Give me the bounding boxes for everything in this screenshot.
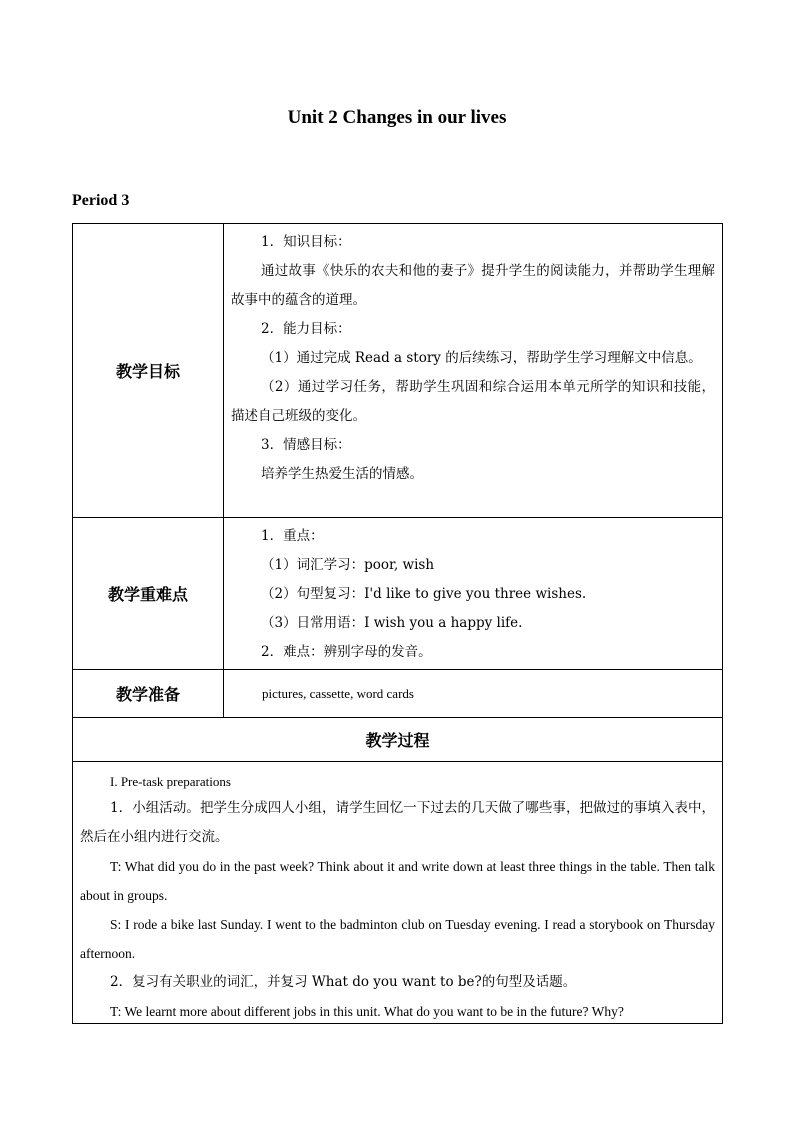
process-teacher-line-1: T: What did you do in the past week? Think about it and write down at least three things in the table. Then talk about in groups. <box>80 859 715 903</box>
preparation-materials: pictures, cassette, word cards <box>262 685 414 701</box>
process-activity-2: 2．复习有关职业的词汇，并复习 What do you want to be?的句型及话题。 <box>110 974 577 990</box>
ability-item-1: （1）通过完成 Read a story 的后续练习，帮助学生学习理解文中信息。 <box>261 350 702 366</box>
focus-item-1: （1）词汇学习：poor, wish <box>261 557 435 573</box>
key-points-row <box>73 518 723 670</box>
document-title: Unit 2 Changes in our lives <box>287 107 507 128</box>
focus-item-3: （3）日常用语：I wish you a happy life. <box>261 615 523 631</box>
process-row <box>73 762 723 1024</box>
emotion-heading: 3．情感目标： <box>261 437 351 453</box>
goals-label: 教学目标 <box>73 224 224 518</box>
lesson-plan-table <box>72 223 723 1024</box>
goals-row <box>73 224 723 518</box>
preparation-content <box>224 670 723 718</box>
preparation-row <box>73 670 723 718</box>
process-content <box>73 762 723 1024</box>
knowledge-text: 通过故事《快乐的农夫和他的妻子》提升学生的阅读能力，并帮助学生理解故事中的蕴含的道理。 <box>231 263 715 308</box>
goals-content <box>224 224 723 518</box>
process-activity-1: 1．小组活动。把学生分成四人小组，请学生回忆一下过去的几天做了哪些事，把做过的事填入表中，然后在小组内进行交流。 <box>80 800 715 845</box>
emotion-text: 培养学生热爱生活的情感。 <box>261 466 423 482</box>
period-label: Period 3 <box>72 192 130 209</box>
process-header: 教学过程 <box>73 718 723 762</box>
knowledge-heading: 1．知识目标： <box>261 234 351 250</box>
focus-item-2: （2）句型复习：I'd like to give you three wishes. <box>261 586 587 602</box>
process-teacher-line-2: T: We learnt more about different jobs in this unit. What do you want to be in the future? Why? <box>110 1004 624 1019</box>
ability-item-2: （2）通过学习任务，帮助学生巩固和综合运用本单元所学的知识和技能，描述自己班级的变化。 <box>231 379 715 424</box>
ability-heading: 2．能力目标： <box>261 321 351 337</box>
process-student-line-1: S: I rode a bike last Sunday. I went to the badminton club on Tuesday evening. I read a storybook on Thursday afternoon. <box>80 917 715 961</box>
focus-heading: 1．重点： <box>261 528 324 544</box>
preparation-label: 教学准备 <box>73 670 224 718</box>
process-step-title: I. Pre-task preparations <box>110 774 231 789</box>
difficulty-text: 2．难点：辨别字母的发音。 <box>261 644 432 660</box>
process-header-row <box>73 718 723 762</box>
key-points-content <box>224 518 723 670</box>
key-points-label: 教学重难点 <box>73 518 224 670</box>
